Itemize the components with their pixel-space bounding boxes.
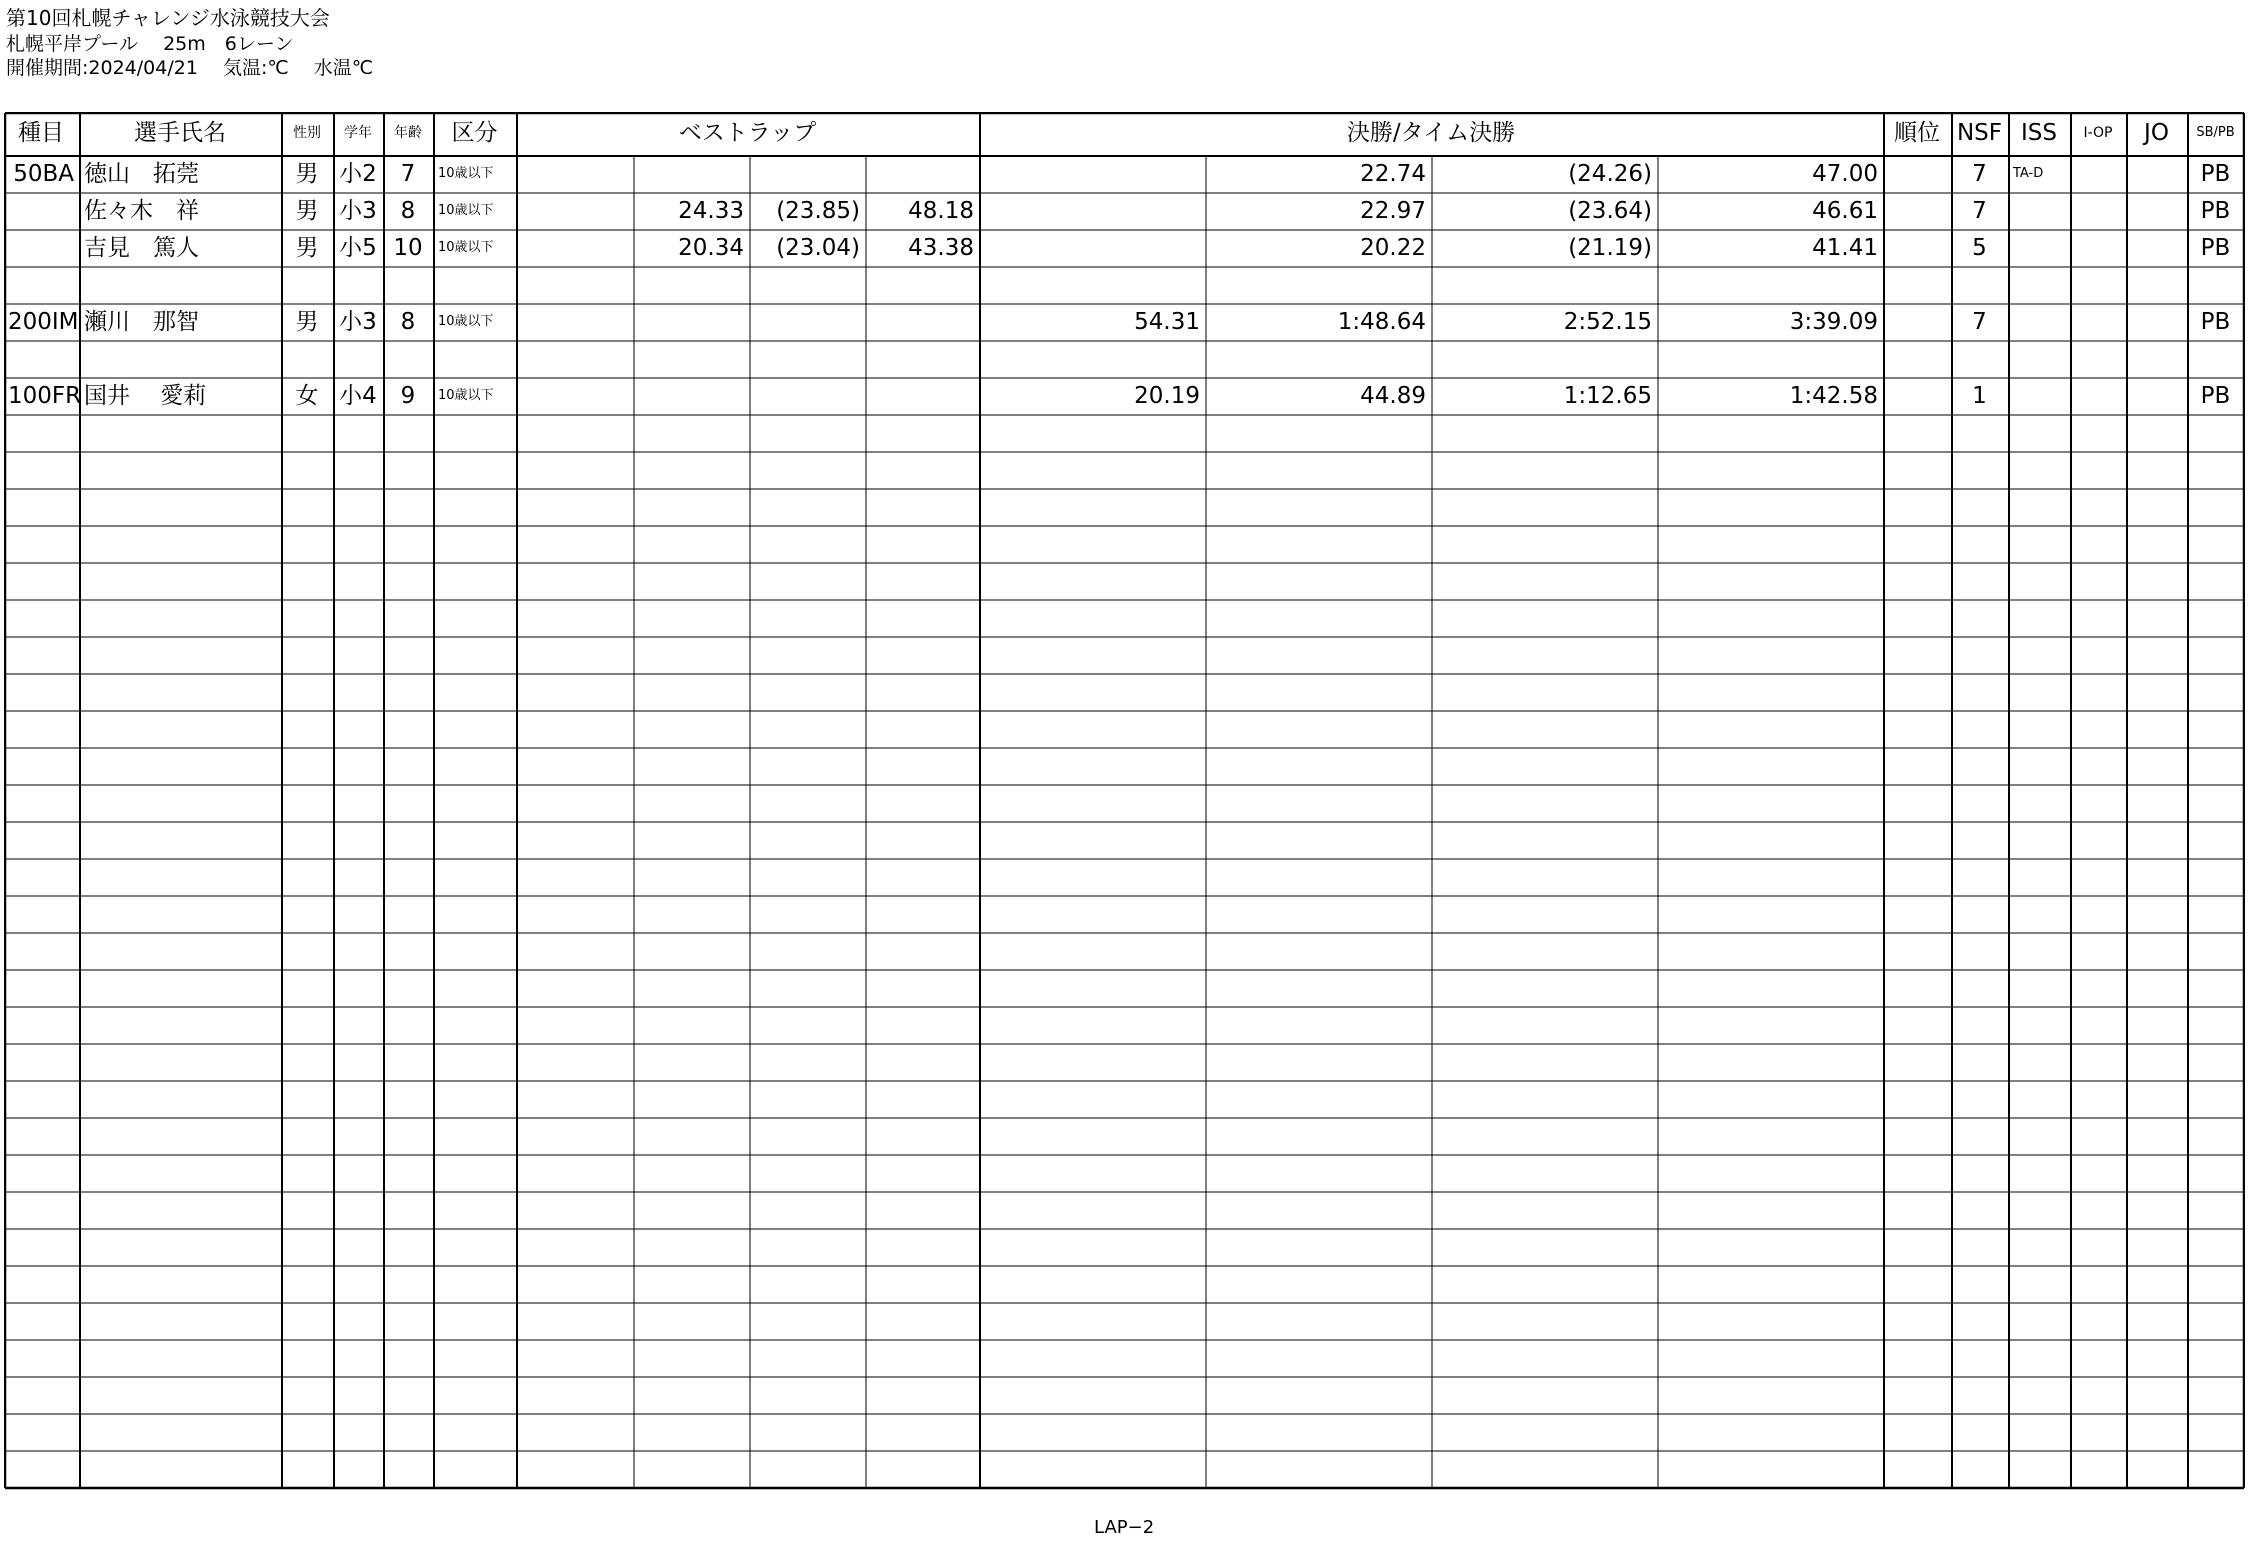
sex-cell: 男	[295, 161, 319, 187]
nsf-cell	[1956, 267, 2003, 304]
final-split-cell: (21.19)	[1568, 235, 1652, 261]
rank-cell	[1888, 230, 1946, 267]
iop-cell	[2075, 193, 2121, 230]
sbpb-cell	[2192, 267, 2239, 304]
final-split-cell	[984, 341, 1200, 378]
best-lap-cell	[870, 378, 974, 415]
event-cell	[8, 341, 74, 378]
best-lap-cell	[754, 304, 860, 341]
swimmer-name-cell: 佐々木 祥	[84, 198, 199, 224]
final-split-cell: 46.61	[1812, 198, 1878, 224]
division-cell	[438, 341, 511, 378]
rank-cell	[1888, 378, 1946, 415]
final-split-cell: (24.26)	[1568, 161, 1652, 187]
final-split-cell	[1662, 267, 1878, 304]
sex-cell: 女	[295, 383, 319, 409]
iss-cell	[2013, 230, 2065, 267]
best-lap-cell	[638, 304, 744, 341]
swimmer-name-cell: 国井 愛莉	[84, 383, 207, 409]
nsf-cell: 5	[1972, 235, 1987, 261]
date-info: 開催期間:2024/04/21 気温:℃ 水温℃	[6, 57, 374, 79]
best-lap-cell	[754, 267, 860, 304]
final-split-cell: 1:12.65	[1563, 383, 1652, 409]
best-lap-cell	[638, 378, 744, 415]
best-lap-cell: (23.04)	[776, 235, 860, 261]
col-header-iss: ISS	[2021, 120, 2057, 146]
rank-cell	[1888, 193, 1946, 230]
iop-cell	[2075, 341, 2121, 378]
best-lap-cell: 20.34	[678, 235, 744, 261]
nsf-cell: 1	[1972, 383, 1987, 409]
venue-info: 札幌平岸プール 25m 6レーン	[6, 33, 294, 55]
final-split-cell: 20.22	[1360, 235, 1426, 261]
age-cell: 7	[400, 161, 416, 187]
col-header-event: 種目	[18, 120, 64, 146]
best-lap-cell: 43.38	[908, 235, 974, 261]
col-header-age: 年齢	[394, 125, 422, 141]
event-cell: 100FR	[8, 383, 82, 409]
grade-cell: 小4	[339, 383, 377, 409]
jo-cell	[2131, 193, 2182, 230]
event-cell: 50BA	[13, 161, 74, 187]
col-header-final: 決勝/タイム決勝	[1346, 120, 1516, 146]
best-lap-cell: (23.85)	[776, 198, 860, 224]
iop-cell	[2075, 156, 2121, 193]
nsf-cell: 7	[1972, 161, 1987, 187]
best-lap-cell	[638, 341, 744, 378]
jo-cell	[2131, 230, 2182, 267]
col-header-nsf: NSF	[1956, 120, 2003, 146]
final-split-cell: 47.00	[1812, 161, 1878, 187]
sbpb-cell: PB	[2200, 198, 2231, 224]
iss-cell	[2013, 341, 2065, 378]
final-split-cell: 41.41	[1812, 235, 1878, 261]
col-header-name: 選手氏名	[134, 120, 226, 146]
final-split-cell	[984, 193, 1200, 230]
iss-cell	[2013, 267, 2065, 304]
iss-cell: TA-D	[2013, 166, 2044, 181]
rank-cell	[1888, 156, 1946, 193]
sbpb-cell	[2192, 341, 2239, 378]
final-split-cell: 3:39.09	[1789, 309, 1878, 335]
grade-cell: 小5	[339, 235, 377, 261]
jo-cell	[2131, 156, 2182, 193]
swimmer-name-cell: 徳山 拓莞	[84, 161, 199, 187]
division-cell: 10歳以下	[438, 314, 494, 329]
page-footer: LAP−2	[1094, 1517, 1155, 1538]
grade-cell: 小3	[339, 309, 377, 335]
rank-cell	[1888, 341, 1946, 378]
final-split-cell: (23.64)	[1568, 198, 1652, 224]
iop-cell	[2075, 230, 2121, 267]
final-split-cell: 54.31	[1134, 309, 1200, 335]
nsf-cell: 7	[1972, 309, 1987, 335]
division-cell	[438, 267, 511, 304]
iop-cell	[2075, 267, 2121, 304]
iop-cell	[2075, 378, 2121, 415]
final-split-cell	[1210, 267, 1426, 304]
grade-cell	[338, 267, 378, 304]
best-lap-cell: 24.33	[678, 198, 744, 224]
best-lap-cell	[754, 156, 860, 193]
final-split-cell	[984, 156, 1200, 193]
swimmer-name-cell: 吉見 篤人	[84, 235, 199, 261]
age-cell: 10	[393, 235, 423, 261]
jo-cell	[2131, 267, 2182, 304]
final-split-cell	[984, 267, 1200, 304]
rank-cell	[1888, 267, 1946, 304]
sbpb-cell: PB	[2200, 235, 2231, 261]
col-header-rank: 順位	[1894, 120, 1940, 146]
col-header-grade: 学年	[344, 125, 372, 141]
swimmer-name-cell: 瀬川 那智	[84, 309, 199, 335]
age-cell	[388, 341, 428, 378]
best-lap-cell: 48.18	[908, 198, 974, 224]
final-split-cell: 1:42.58	[1789, 383, 1878, 409]
best-lap-cell	[870, 304, 974, 341]
sbpb-cell: PB	[2200, 161, 2231, 187]
event-cell	[8, 230, 74, 267]
sbpb-cell: PB	[2200, 383, 2231, 409]
event-cell: 200IM	[8, 309, 79, 335]
final-split-cell: 22.97	[1360, 198, 1426, 224]
final-split-cell: 2:52.15	[1563, 309, 1652, 335]
iss-cell	[2013, 378, 2065, 415]
best-lap-cell	[754, 341, 860, 378]
col-header-best-lap: ベストラップ	[678, 120, 817, 146]
best-lap-cell	[638, 267, 744, 304]
sex-cell: 男	[295, 198, 319, 224]
division-cell: 10歳以下	[438, 203, 494, 218]
sex-cell: 男	[295, 235, 319, 261]
age-cell: 9	[400, 383, 416, 409]
age-cell: 8	[400, 198, 416, 224]
final-split-cell: 44.89	[1360, 383, 1426, 409]
lap-record-sheet	[4, 112, 2245, 1490]
best-lap-cell	[870, 341, 974, 378]
event-cell	[8, 193, 74, 230]
col-header-iop: I-OP	[2083, 125, 2113, 141]
grade-cell: 小3	[339, 198, 377, 224]
iop-cell	[2075, 304, 2121, 341]
sex-cell	[286, 267, 328, 304]
nsf-cell	[1956, 341, 2003, 378]
rank-cell	[1888, 304, 1946, 341]
age-cell: 8	[400, 309, 416, 335]
col-header-division: 区分	[451, 120, 498, 146]
division-cell: 10歳以下	[438, 388, 494, 403]
sex-cell	[286, 341, 328, 378]
event-cell	[8, 267, 74, 304]
best-lap-cell	[638, 156, 744, 193]
nsf-cell: 7	[1972, 198, 1987, 224]
final-split-cell	[1436, 267, 1652, 304]
col-header-jo: JO	[2144, 120, 2169, 146]
sbpb-cell: PB	[2200, 309, 2231, 335]
final-split-cell	[1662, 341, 1878, 378]
division-cell: 10歳以下	[438, 166, 494, 181]
final-split-cell: 1:48.64	[1337, 309, 1426, 335]
best-lap-cell	[754, 378, 860, 415]
final-split-cell	[1436, 341, 1652, 378]
best-lap-cell	[870, 267, 974, 304]
final-split-cell	[1210, 341, 1426, 378]
grade-cell: 小2	[339, 161, 377, 187]
age-cell	[388, 267, 428, 304]
division-cell: 10歳以下	[438, 240, 494, 255]
final-split-cell: 22.74	[1360, 161, 1426, 187]
swimmer-name-cell	[84, 341, 276, 378]
iss-cell	[2013, 304, 2065, 341]
col-header-sbpb: SB/PB	[2196, 125, 2235, 140]
swimmer-name-cell	[84, 267, 276, 304]
jo-cell	[2131, 304, 2182, 341]
col-header-sex: 性別	[293, 125, 321, 141]
grade-cell	[338, 341, 378, 378]
final-split-cell	[984, 230, 1200, 267]
final-split-cell: 20.19	[1134, 383, 1200, 409]
sex-cell: 男	[295, 309, 319, 335]
meet-title: 第10回札幌チャレンジ水泳競技大会	[6, 6, 330, 30]
jo-cell	[2131, 341, 2182, 378]
jo-cell	[2131, 378, 2182, 415]
iss-cell	[2013, 193, 2065, 230]
best-lap-cell	[870, 156, 974, 193]
